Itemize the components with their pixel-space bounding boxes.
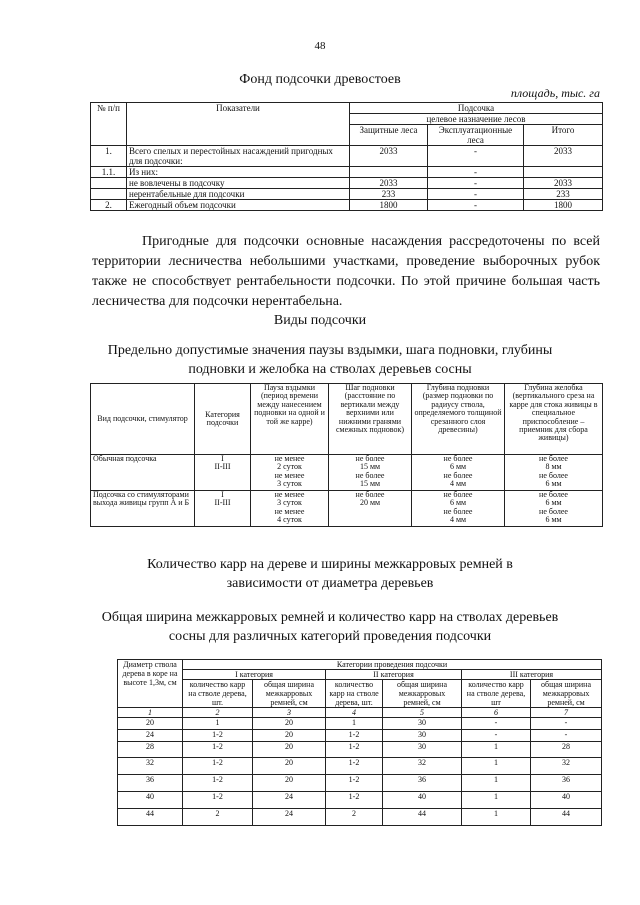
cell: 20 [253, 758, 326, 775]
header-tapping: Подсочка [350, 103, 603, 114]
header-cat-2: II категория [326, 670, 462, 680]
cell: 20 [253, 742, 326, 758]
row-num: 2. [91, 200, 127, 211]
row-label: не вовлечены в подсочку [127, 178, 350, 189]
cell: 36 [531, 775, 602, 792]
cell: 32 [383, 758, 462, 775]
carres-width-table [117, 659, 602, 826]
row-category: I II-III [195, 455, 251, 491]
cell: 1 [462, 775, 531, 792]
cell: 44 [383, 809, 462, 826]
row-exploitation: - [428, 189, 524, 200]
column-number: 4 [326, 708, 383, 718]
column-number: 3 [253, 708, 326, 718]
cell: 1-2 [326, 730, 383, 742]
header-protective: Защитные леса [350, 125, 428, 146]
row-label: Ежегодный объем подсочки [127, 200, 350, 211]
cell: 1 [326, 718, 383, 730]
table-row [91, 189, 603, 200]
cell: 32 [531, 758, 602, 775]
title-resin-fund: Фонд подсочки древостоев [239, 72, 401, 87]
cell: 1-2 [183, 730, 253, 742]
cell: 40 [383, 792, 462, 809]
header-pause: Пауза вздымки (период времени между нанесением подновки на одной и той же карре) [251, 384, 329, 455]
row-groove: не более 6 мм не более 6 мм [505, 491, 603, 527]
cell: 30 [383, 742, 462, 758]
cell: 40 [531, 792, 602, 809]
header-step: Шаг подновки (расстояние по вертикали между верхними или нижними гранями смежных подновок) [329, 384, 412, 455]
row-num: 1. [91, 146, 127, 167]
row-total [524, 167, 603, 178]
cell: 20 [253, 718, 326, 730]
row-exploitation: - [428, 178, 524, 189]
row-category: I II-III [195, 491, 251, 527]
cell: 1 [462, 758, 531, 775]
title-total-width: Общая ширина межкарровых ремней и количество карр на стволах деревьев сосны для различных категорий проведения подсочки [101, 610, 559, 644]
cell: 1 [183, 718, 253, 730]
row-depth: не более 6 мм не более 4 мм [412, 455, 505, 491]
resin-fund-table [90, 102, 603, 211]
header-sub: количество карр на стволе дерева, шт. [183, 680, 253, 708]
table-row [91, 146, 603, 167]
header-sub: общая ширина межкарровых ремней, см [253, 680, 326, 708]
row-protective [350, 167, 428, 178]
header-purpose: целевое назначение лесов [350, 114, 603, 125]
cell: 44 [531, 809, 602, 826]
body-paragraph: Пригодные для подсочки основные насаждения рассредоточены по всей территории лесничества небольшими участками, проведение выборочных рубок также не способствует рентабельности подсочки. По этой причине большая часть лесничества для подсочки нерентабельна. [92, 234, 600, 309]
title-limits: Предельно допустимые значения паузы вздымки, шага подновки, глубины подновки и желобка на стволах деревьев сосны [107, 343, 553, 377]
row-total: 2033 [524, 146, 603, 167]
cell: - [531, 718, 602, 730]
table-row [118, 742, 602, 758]
cell: 2 [326, 809, 383, 826]
row-groove: не более 8 мм не более 6 мм [505, 455, 603, 491]
table-row [118, 758, 602, 775]
cell: - [462, 730, 531, 742]
row-depth: не более 6 мм не более 4 мм [412, 491, 505, 527]
row-exploitation: - [428, 167, 524, 178]
table-row [118, 730, 602, 742]
cell: 1-2 [183, 742, 253, 758]
row-protective: 2033 [350, 146, 428, 167]
table-row [91, 167, 603, 178]
row-total: 1800 [524, 200, 603, 211]
cell: 28 [118, 742, 183, 758]
cell: 30 [383, 718, 462, 730]
cell: 32 [118, 758, 183, 775]
row-exploitation: - [428, 200, 524, 211]
column-number: 1 [118, 708, 183, 718]
table-row [118, 718, 602, 730]
cell: 30 [383, 730, 462, 742]
table-row [118, 792, 602, 809]
cell: 1-2 [326, 742, 383, 758]
header-sub: общая ширина межкарровых ремней, см [531, 680, 602, 708]
title-carres-count: Количество карр на дереве и ширины межкарровых ремней в зависимости от диаметра деревьев [147, 557, 513, 591]
cell: 1-2 [326, 775, 383, 792]
header-categories: Категории проведения подсочки [183, 660, 602, 670]
header-num: № п/п [91, 103, 127, 146]
cell: 40 [118, 792, 183, 809]
row-type: Подсочка со стимуляторами выхода живицы групп А и Б [91, 491, 195, 527]
table-row [91, 491, 603, 527]
row-total: 233 [524, 189, 603, 200]
column-number: 7 [531, 708, 602, 718]
cell: 44 [118, 809, 183, 826]
row-label: Всего спелых и перестойных насаждений пригодных для подсочки: [127, 146, 350, 167]
cell: 1-2 [326, 758, 383, 775]
header-indicator: Показатели [127, 103, 350, 146]
row-step: не более 20 мм [329, 491, 412, 527]
column-number: 6 [462, 708, 531, 718]
cell: 1-2 [183, 792, 253, 809]
header-total: Итого [524, 125, 603, 146]
header-groove: Глубина желобка (вертикального среза на карре для стока живицы в специальное приспособление – приемник для сбора живицы) [505, 384, 603, 455]
column-number: 2 [183, 708, 253, 718]
cell: 20 [253, 775, 326, 792]
cell: 36 [383, 775, 462, 792]
row-protective: 233 [350, 189, 428, 200]
header-cat-1: I категория [183, 670, 326, 680]
column-numbers-row [118, 708, 602, 718]
cell: 1-2 [183, 758, 253, 775]
row-label: Из них: [127, 167, 350, 178]
cell: 20 [253, 730, 326, 742]
table-row [118, 809, 602, 826]
header-category: Категория подсочки [195, 384, 251, 455]
header-sub: количество карр на стволе дерева, шт [462, 680, 531, 708]
table-row [91, 200, 603, 211]
cell: 28 [531, 742, 602, 758]
header-diameter: Диаметр ствола дерева в коре на высоте 1,3м, см [118, 660, 183, 708]
cell: 1 [462, 809, 531, 826]
title-tapping-types: Виды подсочки [273, 313, 367, 328]
row-num: 1.1. [91, 167, 127, 178]
header-sub: количество карр на стволе дерева, шт. [326, 680, 383, 708]
cell: - [531, 730, 602, 742]
cell: 1 [462, 742, 531, 758]
row-protective: 2033 [350, 178, 428, 189]
cell: 20 [118, 718, 183, 730]
cell: 24 [118, 730, 183, 742]
header-exploitation: Эксплуатационные леса [428, 125, 524, 146]
table-row [118, 775, 602, 792]
cell: 36 [118, 775, 183, 792]
tapping-limits-table [90, 383, 603, 527]
page-number: 48 [314, 40, 326, 52]
cell: 1 [462, 792, 531, 809]
table-row [91, 178, 603, 189]
header-depth: Глубина подновки (размер подновки по радиусу ствола, определяемого толщиной срезанного слоя древесины) [412, 384, 505, 455]
row-pause: не менее 2 суток не менее 3 суток [251, 455, 329, 491]
row-label: нерентабельные для подсочки [127, 189, 350, 200]
row-protective: 1800 [350, 200, 428, 211]
row-num [91, 189, 127, 200]
row-pause: не менее 3 суток не менее 4 суток [251, 491, 329, 527]
row-step: не более 15 мм не более 15 мм [329, 455, 412, 491]
cell: 1-2 [326, 792, 383, 809]
header-cat-3: III категория [462, 670, 602, 680]
cell: 24 [253, 792, 326, 809]
header-sub: общая ширина межкарровых ремней, см [383, 680, 462, 708]
cell: - [462, 718, 531, 730]
column-number: 5 [383, 708, 462, 718]
table-row [91, 455, 603, 491]
row-total: 2033 [524, 178, 603, 189]
cell: 1-2 [183, 775, 253, 792]
row-exploitation: - [428, 146, 524, 167]
row-num [91, 178, 127, 189]
cell: 2 [183, 809, 253, 826]
cell: 24 [253, 809, 326, 826]
header-type: Вид подсочки, стимулятор [91, 384, 195, 455]
row-type: Обычная подсочка [91, 455, 195, 491]
unit-note: площадь, тыс. га [510, 86, 600, 100]
